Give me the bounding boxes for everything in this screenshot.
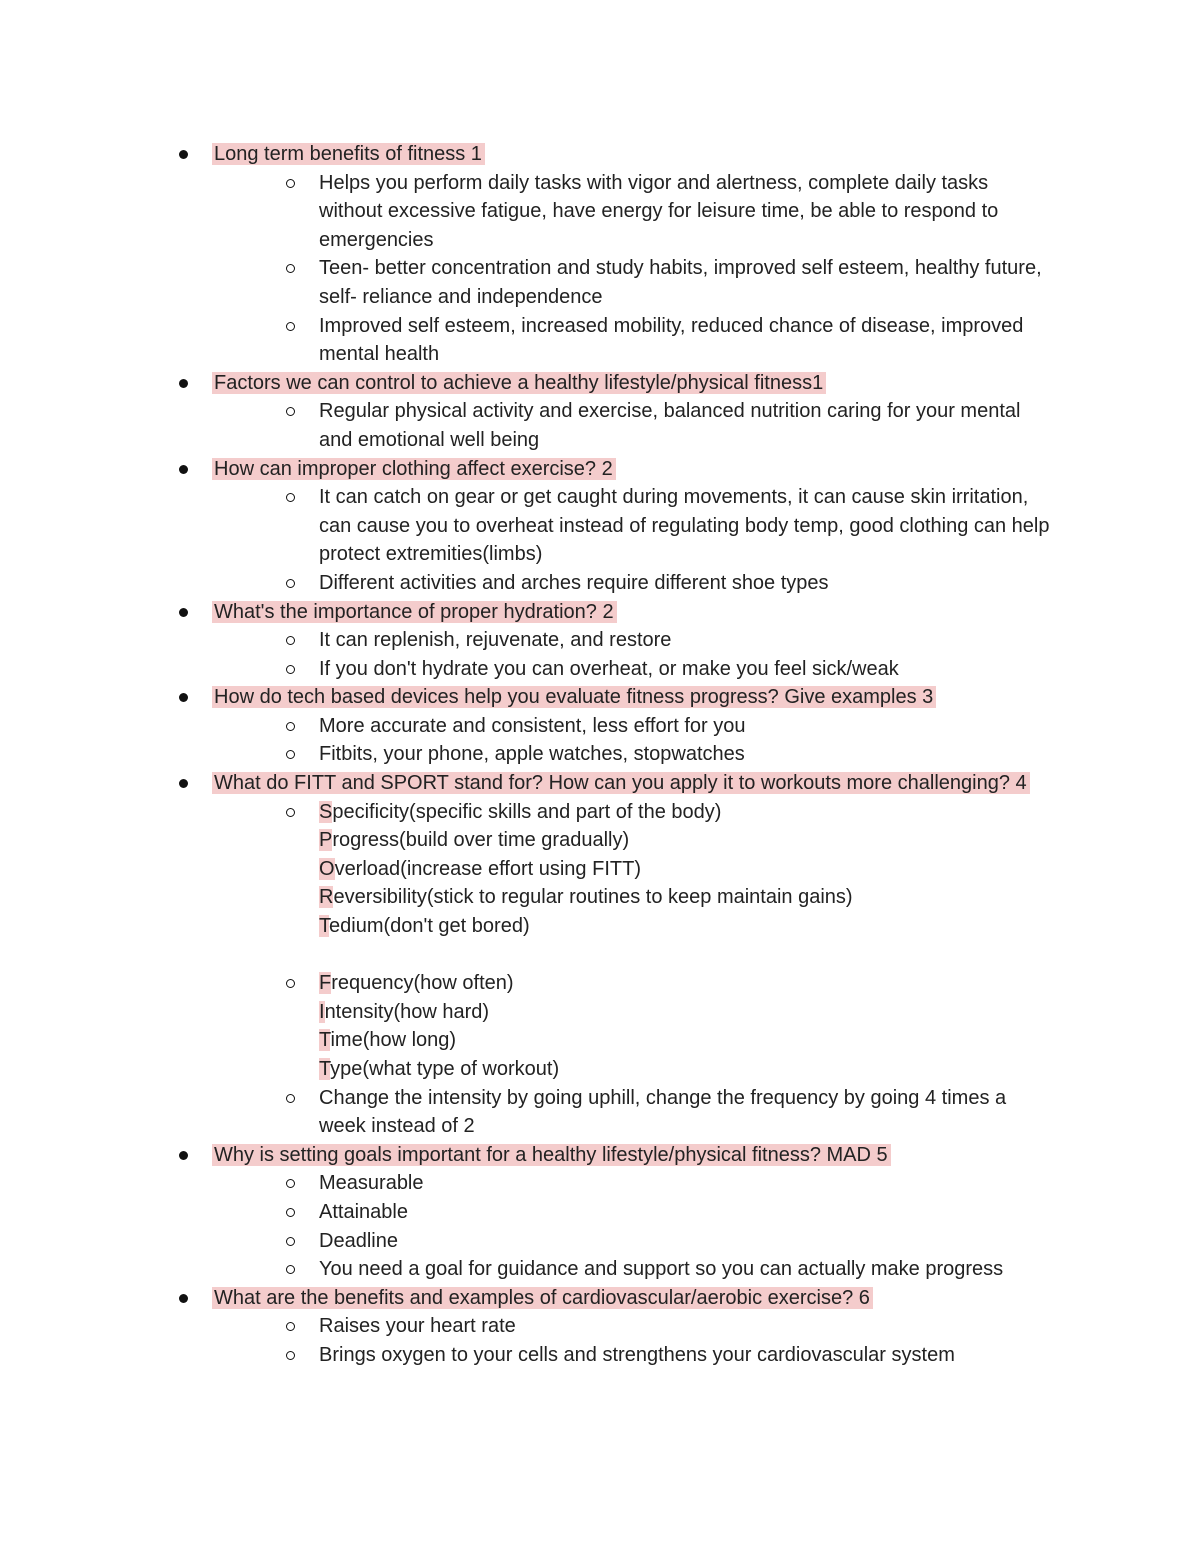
answer-item <box>212 397 1056 454</box>
acronym-word: verload(increase effort using FITT) <box>334 857 641 880</box>
answer-text: Change the intensity by going uphill, change the frequency by going 4 times a week instead of 2 <box>319 1086 1007 1138</box>
question-item <box>176 769 1056 1141</box>
answer-item <box>212 254 1056 311</box>
question-item <box>176 455 1056 598</box>
question-list <box>176 140 1056 1370</box>
acronym-word: requency(how often) <box>331 972 514 995</box>
answer-item <box>212 1084 1056 1141</box>
answer-list <box>212 483 1056 597</box>
acronym-line <box>319 1026 1056 1055</box>
bullet-dot-icon <box>179 1151 188 1160</box>
answer-text: Teen- better concentration and study habits, improved self esteem, healthy future, self- reliance and independence <box>319 257 1042 308</box>
bullet-dot-icon <box>179 608 188 617</box>
sport-acronym-item <box>212 798 1056 970</box>
bullet-ring-icon <box>286 808 295 817</box>
acronym-line <box>319 855 1056 884</box>
question-text: Factors we can control to achieve a healthy lifestyle/physical fitness1 <box>212 372 826 394</box>
answer-text: It can replenish, rejuvenate, and restore <box>319 629 672 652</box>
bullet-ring-icon <box>286 979 295 988</box>
question-text: Why is setting goals important for a healthy lifestyle/physical fitness? MAD 5 <box>212 1144 891 1166</box>
answer-list <box>212 169 1056 369</box>
acronym-line <box>319 912 1056 941</box>
blank-line <box>319 941 1056 970</box>
acronym-word: edium(don't get bored) <box>329 915 530 938</box>
acronym-word: eversibility(stick to regular routines to keep maintain gains) <box>333 886 853 909</box>
answer-text: Improved self esteem, increased mobility, reduced chance of disease, improved mental health <box>319 314 1024 366</box>
answer-text: Fitbits, your phone, apple watches, stopwatches <box>319 743 745 766</box>
answer-item <box>212 1169 1056 1198</box>
answer-text: You need a goal for guidance and support so you can actually make progress <box>319 1258 1004 1281</box>
answer-item <box>212 1198 1056 1227</box>
acronym-line <box>319 1055 1056 1084</box>
answer-text: Helps you perform daily tasks with vigor and alertness, complete daily tasks without excessive fatigue, have energy for leisure time, be able to respond to emergencies <box>319 171 999 251</box>
acronym-line <box>319 883 1056 912</box>
answer-text: Measurable <box>319 1172 424 1195</box>
answer-item <box>212 1227 1056 1256</box>
answer-item <box>212 483 1056 569</box>
answer-item <box>212 312 1056 369</box>
question-text: What do FITT and SPORT stand for? How can you apply it to workouts more challenging? 4 <box>212 772 1030 794</box>
answer-list <box>212 397 1056 454</box>
question-item <box>176 1141 1056 1284</box>
acronym-word: rogress(build over time gradually) <box>332 829 630 852</box>
answer-text: Attainable <box>319 1200 408 1223</box>
acronym-word: ype(what type of workout) <box>330 1058 560 1080</box>
bullet-ring-icon <box>286 264 295 273</box>
answer-item <box>212 712 1056 741</box>
bullet-ring-icon <box>286 1322 295 1331</box>
answer-text: Regular physical activity and exercise, balanced nutrition caring for your mental and emotional well being <box>319 400 1021 451</box>
question-text: How do tech based devices help you evaluate fitness progress? Give examples 3 <box>212 686 936 708</box>
bullet-ring-icon <box>286 1351 295 1360</box>
bullet-dot-icon <box>179 779 188 788</box>
question-text: How can improper clothing affect exercise? 2 <box>212 458 616 480</box>
acronym-letter: T <box>319 1058 331 1080</box>
answer-text: Deadline <box>319 1229 398 1252</box>
bullet-dot-icon <box>179 379 188 388</box>
notes-body <box>176 140 1056 1370</box>
acronym-letter: P <box>319 829 333 852</box>
bullet-ring-icon <box>286 579 295 588</box>
question-item <box>176 1284 1056 1370</box>
answer-item <box>212 740 1056 769</box>
answer-item <box>212 1312 1056 1341</box>
acronym-letter: O <box>319 857 335 880</box>
acronym-line <box>319 826 1056 855</box>
acronym-letter: T <box>319 915 329 938</box>
acronym-letter: S <box>319 800 333 823</box>
acronym-letter: I <box>319 1000 325 1023</box>
answer-text: More accurate and consistent, less effort for you <box>319 714 746 737</box>
acronym-line <box>319 798 1056 827</box>
answer-item <box>212 169 1056 255</box>
bullet-ring-icon <box>286 636 295 645</box>
acronym-word: ime(how long) <box>330 1029 457 1052</box>
bullet-ring-icon <box>286 1237 295 1246</box>
bullet-dot-icon <box>179 1294 188 1303</box>
bullet-ring-icon <box>286 1208 295 1217</box>
bullet-dot-icon <box>179 150 188 159</box>
bullet-ring-icon <box>286 1265 295 1274</box>
question-text: What are the benefits and examples of cardiovascular/aerobic exercise? 6 <box>212 1287 873 1309</box>
answer-text: Raises your heart rate <box>319 1315 516 1338</box>
acronym-word: ntensity(how hard) <box>324 1000 490 1023</box>
bullet-dot-icon <box>179 693 188 702</box>
bullet-ring-icon <box>286 407 295 416</box>
answer-item <box>212 626 1056 655</box>
answer-list <box>212 1312 1056 1369</box>
question-item <box>176 598 1056 684</box>
acronym-letter: F <box>319 972 332 995</box>
bullet-ring-icon <box>286 750 295 759</box>
bullet-dot-icon <box>179 465 188 474</box>
bullet-ring-icon <box>286 665 295 674</box>
answer-item <box>212 569 1056 598</box>
question-text: Long term benefits of fitness 1 <box>212 143 485 165</box>
answer-list <box>212 1169 1056 1283</box>
answer-text: Different activities and arches require different shoe types <box>319 571 829 594</box>
fitt-acronym-item <box>212 969 1056 1083</box>
answer-list <box>212 626 1056 683</box>
answer-item <box>212 655 1056 684</box>
answer-item <box>212 1255 1056 1284</box>
acronym-letter: T <box>319 1029 331 1052</box>
answer-list <box>212 712 1056 769</box>
bullet-ring-icon <box>286 493 295 502</box>
acronym-word: pecificity(specific skills and part of the body) <box>332 800 722 823</box>
acronym-line <box>319 998 1056 1027</box>
acronym-letter: R <box>319 886 334 909</box>
acronym-line <box>319 969 1056 998</box>
answer-text: It can catch on gear or get caught during movements, it can cause skin irritation, can cause you to overheat instead of regulating body temp, good clothing can help protect extremities(limbs) <box>319 486 1050 566</box>
bullet-ring-icon <box>286 722 295 731</box>
bullet-ring-icon <box>286 1179 295 1188</box>
question-item <box>176 369 1056 455</box>
question-item <box>176 140 1056 369</box>
answer-text: Brings oxygen to your cells and strengthens your cardiovascular system <box>319 1343 955 1366</box>
answer-list <box>212 798 1056 1141</box>
bullet-ring-icon <box>286 1094 295 1103</box>
bullet-ring-icon <box>286 322 295 331</box>
question-item <box>176 683 1056 769</box>
bullet-ring-icon <box>286 179 295 188</box>
question-text: What's the importance of proper hydration? 2 <box>212 601 617 623</box>
answer-item <box>212 1341 1056 1370</box>
answer-text: If you don't hydrate you can overheat, or make you feel sick/weak <box>319 657 899 680</box>
